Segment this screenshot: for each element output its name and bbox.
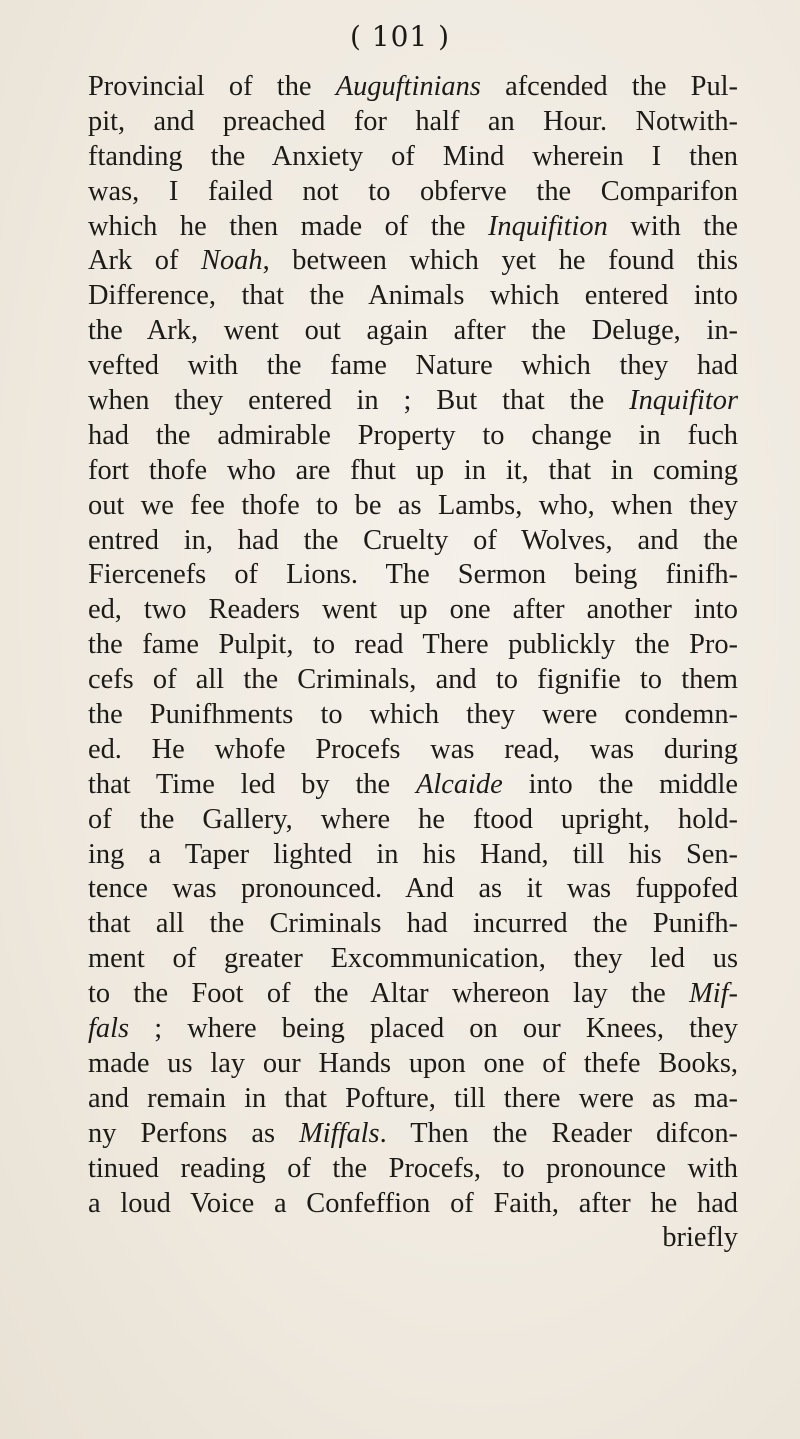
text-segment: made us lay our Hands upon one of thefe Books, xyxy=(88,1047,738,1079)
text-segment: afcended the Pul- xyxy=(480,71,739,102)
text-line xyxy=(88,907,738,942)
text-line xyxy=(88,1047,738,1082)
text-segment: vefted with the fame Nature which they had xyxy=(88,350,738,382)
text-line xyxy=(88,489,738,524)
text-line xyxy=(88,1117,738,1152)
text-line xyxy=(88,733,738,768)
body-text xyxy=(88,70,738,1256)
text-segment: which he then made of the xyxy=(88,210,488,242)
text-line xyxy=(88,314,738,349)
text-line xyxy=(88,454,738,489)
text-line xyxy=(88,663,738,698)
text-line xyxy=(88,1012,738,1047)
text-segment: Provincial of the xyxy=(88,71,336,102)
text-segment: briefly xyxy=(662,1222,738,1254)
text-line xyxy=(88,419,738,454)
italic-text: Alcaide xyxy=(416,768,503,800)
italic-text: Inquifitor xyxy=(629,385,738,417)
text-line xyxy=(88,70,738,105)
text-segment: ftanding the Anxiety of Mind wherein I then xyxy=(88,140,738,172)
text-line xyxy=(88,593,738,628)
text-segment: Fiercenefs of Lions. The Sermon being finifh- xyxy=(88,559,738,591)
italic-text: Inquifition xyxy=(487,210,608,242)
text-segment: ; where being placed on our Knees, they xyxy=(129,1013,738,1045)
text-segment: into the middle xyxy=(502,768,738,800)
text-segment: entred in, had the Cruelty of Wolves, and the xyxy=(88,524,738,556)
text-segment: ed, two Readers went up one after another into xyxy=(88,594,738,626)
text-line xyxy=(88,244,738,279)
text-segment: the fame Pulpit, to read There publickly the Pro- xyxy=(88,629,738,661)
text-line xyxy=(88,105,738,140)
text-line xyxy=(88,1221,738,1256)
italic-text: Mif- xyxy=(689,978,738,1010)
text-segment: the Punifhments to which they were condemn- xyxy=(88,699,738,731)
text-segment: had the admirable Property to change in fuch xyxy=(88,419,738,451)
text-segment: Ark of xyxy=(88,245,202,277)
italic-text: Miffals xyxy=(299,1117,380,1149)
text-line xyxy=(88,349,738,384)
text-segment: , between which yet he found this xyxy=(262,245,739,277)
text-segment: tinued reading of the Procefs, to pronounce with xyxy=(88,1152,738,1184)
text-line xyxy=(88,698,738,733)
text-line xyxy=(88,524,738,559)
text-line xyxy=(88,977,738,1012)
italic-text: fals xyxy=(88,1013,130,1045)
text-segment: cefs of all the Criminals, and to fignifie to them xyxy=(88,664,738,696)
text-segment: ed. He whofe Procefs was read, was during xyxy=(88,733,738,765)
text-segment: was, I failed not to obferve the Comparifon xyxy=(88,175,738,207)
text-line xyxy=(88,140,738,175)
text-segment: . Then the Reader difcon- xyxy=(379,1117,738,1149)
text-segment: Difference, that the Animals which entered into xyxy=(88,280,738,312)
text-line xyxy=(88,279,738,314)
text-line xyxy=(88,838,738,873)
italic-text: Noah xyxy=(201,245,263,277)
text-segment: with the xyxy=(607,210,738,242)
text-segment: when they entered in ; But that the xyxy=(88,385,630,417)
text-segment: of the Gallery, where he ftood upright, hold- xyxy=(88,803,738,835)
text-line xyxy=(88,628,738,663)
text-segment: a loud Voice a Confeffion of Faith, after he had xyxy=(88,1187,738,1219)
text-segment: the Ark, went out again after the Deluge, in- xyxy=(88,315,738,347)
text-segment: fort thofe who are fhut up in it, that in coming xyxy=(88,454,738,486)
text-line xyxy=(88,1082,738,1117)
text-line xyxy=(88,803,738,838)
text-segment: tence was pronounced. And as it was fuppofed xyxy=(88,873,738,905)
text-segment: that all the Criminals had incurred the Punifh- xyxy=(88,908,738,940)
text-segment: ment of greater Excommunication, they led us xyxy=(88,943,738,975)
text-segment: to the Foot of the Altar whereon lay the xyxy=(88,978,690,1010)
text-line xyxy=(88,175,738,210)
text-line xyxy=(88,872,738,907)
text-segment: that Time led by the xyxy=(88,768,417,800)
text-line xyxy=(88,1152,738,1187)
text-line xyxy=(88,942,738,977)
text-segment: and remain in that Pofture, till there were as ma- xyxy=(88,1082,738,1114)
text-line xyxy=(88,210,738,245)
text-segment: pit, and preached for half an Hour. Notwith- xyxy=(88,105,738,137)
text-line xyxy=(88,558,738,593)
text-segment: ing a Taper lighted in his Hand, till his Sen- xyxy=(88,838,738,870)
italic-text: Auguftinians xyxy=(335,71,481,102)
text-line xyxy=(88,768,738,803)
page-number: ( 101 ) xyxy=(349,20,451,53)
text-segment: ny Perfons as xyxy=(88,1117,300,1149)
text-line xyxy=(88,1187,738,1222)
text-line xyxy=(88,384,738,419)
text-segment: out we fee thofe to be as Lambs, who, when they xyxy=(88,489,738,521)
